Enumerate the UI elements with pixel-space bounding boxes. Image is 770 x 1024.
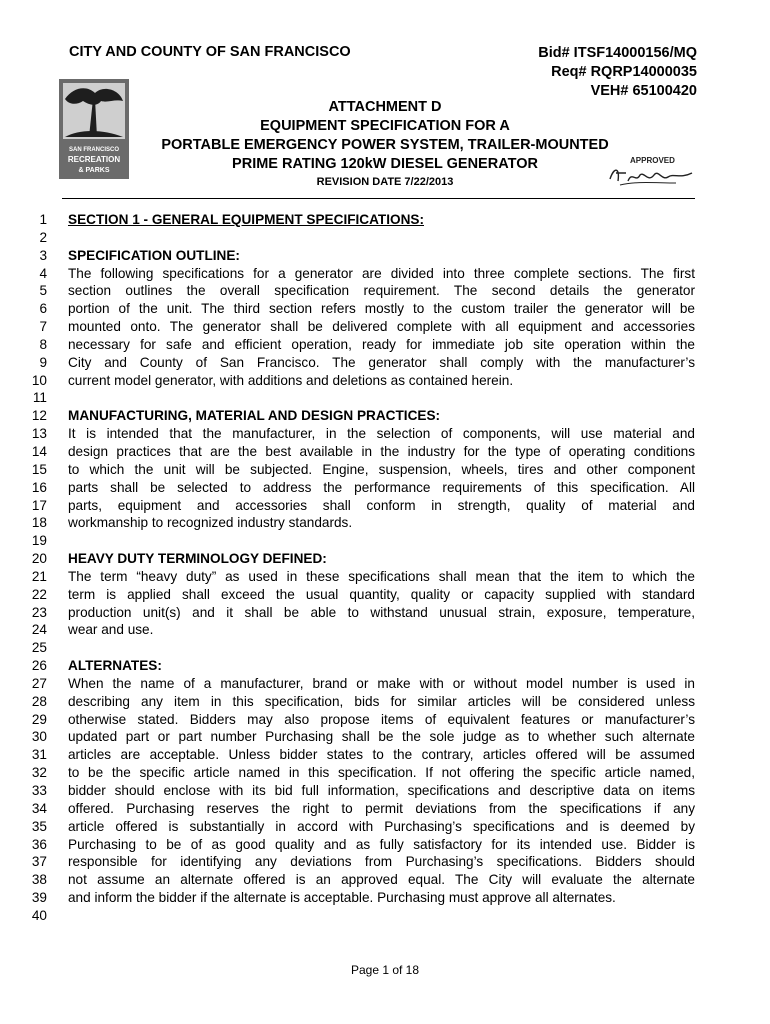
body-line: The term “heavy duty” as used in these specifications shall mean that the item to which the (68, 568, 695, 584)
body-line: necessary for safe and efficient operation, ready for immediate job site operation within the (68, 336, 695, 352)
body-line: to which the unit will be subjected. Engine, suspension, wheels, tires and other component (68, 461, 695, 477)
line-number: 28 (31, 693, 47, 709)
line-number: 14 (31, 443, 47, 459)
body-line: production unit(s) and it shall be able to withstand unusual strain, exposure, temperature, (68, 604, 695, 620)
page-number: Page 1 of 18 (350, 963, 420, 977)
line-number: 8 (39, 336, 47, 352)
line-number: 40 (31, 907, 47, 923)
line-number: 25 (31, 640, 47, 656)
bid-number: Bid# ITSF14000156/MQ (538, 45, 697, 61)
title-attachment: ATTACHMENT D (328, 99, 442, 115)
line-number: 13 (31, 426, 47, 442)
body-line: updated part or part number Purchasing shall be the sole judge as to whether such alternate (68, 729, 695, 745)
body-line (68, 229, 695, 247)
line-number: 37 (31, 854, 47, 870)
revision-date: REVISION DATE 7/22/2013 (316, 176, 454, 188)
body-line: to be the specific article named in this specification. If not offering the specific article named, (68, 765, 695, 781)
body-line: offered. Purchasing reserves the right to permit deviations from the specifications if any (68, 800, 695, 816)
svg-text:SAN FRANCISCO: SAN FRANCISCO (68, 147, 120, 153)
body-line: responsible for identifying any deviations from Purchasing’s specifications. Bidders should (68, 854, 695, 870)
header-divider (62, 198, 695, 199)
body-line (68, 639, 695, 657)
body-line: Purchasing to be of as good quality and as fully satisfactory for its intended use. Bidder is (68, 836, 695, 852)
svg-text:& PARKS: & PARKS (78, 167, 110, 174)
section-heading: SPECIFICATION OUTLINE: (68, 247, 240, 263)
title-generator: PRIME RATING 120kW DIESEL GENERATOR (232, 156, 538, 172)
svg-text:APPROVED: APPROVED (630, 156, 675, 165)
line-number: 29 (31, 711, 47, 727)
body-line: not assume an alternate offered is an approved equal. The City will evaluate the alternate (68, 872, 695, 888)
line-number: 15 (31, 461, 47, 477)
body-line: design practices that are the best available in the industry for the type of operating conditions (68, 443, 695, 459)
line-number: 16 (31, 479, 47, 495)
line-number: 33 (31, 783, 47, 798)
line-number: 26 (31, 658, 47, 674)
body-line: articles are acceptable. Unless bidder states to the contrary, articles offered will be assumed (68, 747, 695, 763)
title-equipment-spec: EQUIPMENT SPECIFICATION FOR A (260, 118, 510, 134)
line-number: 34 (31, 800, 47, 816)
line-number: 11 (32, 390, 47, 406)
line-number: 38 (31, 872, 47, 888)
section-heading: ALTERNATES: (68, 658, 162, 674)
line-number: 23 (31, 604, 47, 620)
line-number: 31 (31, 747, 47, 763)
body-line: current model generator, with additions and deletions as contained herein. (68, 372, 514, 388)
body-line: When the name of a manufacturer, brand or make with or without model number is used in (68, 675, 695, 691)
veh-number: VEH# 65100420 (590, 83, 697, 99)
body-line: and inform the bidder if the alternate is acceptable. Purchasing must approve all alternates. (68, 890, 616, 906)
line-number: 6 (39, 301, 47, 317)
body-line: article offered is substantially in accord with Purchasing’s specifications and is deemed by (68, 818, 695, 834)
line-number: 30 (31, 729, 47, 745)
body-line (68, 389, 695, 407)
organization-name: CITY AND COUNTY OF SAN FRANCISCO (69, 44, 351, 60)
req-number: Req# RQRP14000035 (551, 64, 697, 80)
line-number: 10 (31, 372, 47, 388)
body-line: The following specifications for a generator are divided into three complete sections. The first (68, 265, 695, 281)
section-heading: MANUFACTURING, MATERIAL AND DESIGN PRACTICES: (68, 408, 441, 424)
line-number: 35 (31, 818, 47, 834)
body-line: bidder should enclose with its bid full information, specifications and descriptive data on items (68, 783, 695, 798)
specification-body (68, 211, 695, 925)
svg-text:RECREATION: RECREATION (67, 155, 121, 164)
line-number: 1 (39, 212, 47, 227)
body-line: mounted onto. The generator shall be delivered complete with all equipment and accessories (68, 319, 695, 335)
body-line: wear and use. (68, 622, 154, 638)
body-line: otherwise stated. Bidders may also propose items of equivalent features or manufacturer’s (68, 711, 695, 727)
line-number: 21 (31, 568, 47, 584)
line-number: 19 (31, 533, 47, 549)
line-number: 39 (31, 890, 47, 906)
body-line: parts, equipment and accessories shall conform in strength, quality of material and (68, 497, 695, 513)
body-line: describing any item in this specification, bids for similar articles will be considered unless (68, 693, 695, 709)
line-number: 36 (31, 836, 47, 852)
body-line: term is applied shall exceed the usual quantity, quality or capacity supplied with standard (68, 586, 695, 602)
line-number: 20 (31, 551, 47, 567)
body-line: City and County of San Francisco. The generator shall comply with the manufacturer’s (68, 354, 695, 370)
section-heading: HEAVY DUTY TERMINOLOGY DEFINED: (68, 551, 327, 567)
line-number: 27 (31, 675, 47, 691)
body-line: parts shall be selected to address the performance requirements of this specification. All (68, 479, 695, 495)
body-line (68, 907, 695, 925)
body-line: portion of the unit. The third section refers mostly to the custom trailer the generator will be (68, 301, 695, 317)
approved-signature-stamp (606, 153, 696, 189)
line-number: 12 (31, 408, 47, 424)
line-number: 32 (31, 765, 47, 781)
title-power-system: PORTABLE EMERGENCY POWER SYSTEM, TRAILER-MOUNTED (161, 137, 609, 153)
line-number: 7 (39, 319, 47, 335)
line-number: 2 (39, 229, 47, 245)
line-numbers (15, 211, 47, 925)
section-heading: SECTION 1 - GENERAL EQUIPMENT SPECIFICATIONS: (68, 212, 424, 227)
line-number: 3 (39, 247, 47, 263)
line-number: 5 (39, 283, 47, 299)
body-line (68, 532, 695, 550)
line-number: 4 (39, 265, 47, 281)
body-line: workmanship to recognized industry standards. (68, 515, 353, 531)
header-references (538, 44, 697, 101)
body-line: section outlines the overall specification requirement. The second details the generator (68, 283, 695, 299)
body-line: It is intended that the manufacturer, in the selection of components, will use material and (68, 426, 695, 442)
line-number: 9 (39, 354, 47, 370)
line-number: 18 (31, 515, 47, 531)
line-number: 17 (31, 497, 47, 513)
line-number: 24 (31, 622, 47, 638)
line-number: 22 (31, 586, 47, 602)
